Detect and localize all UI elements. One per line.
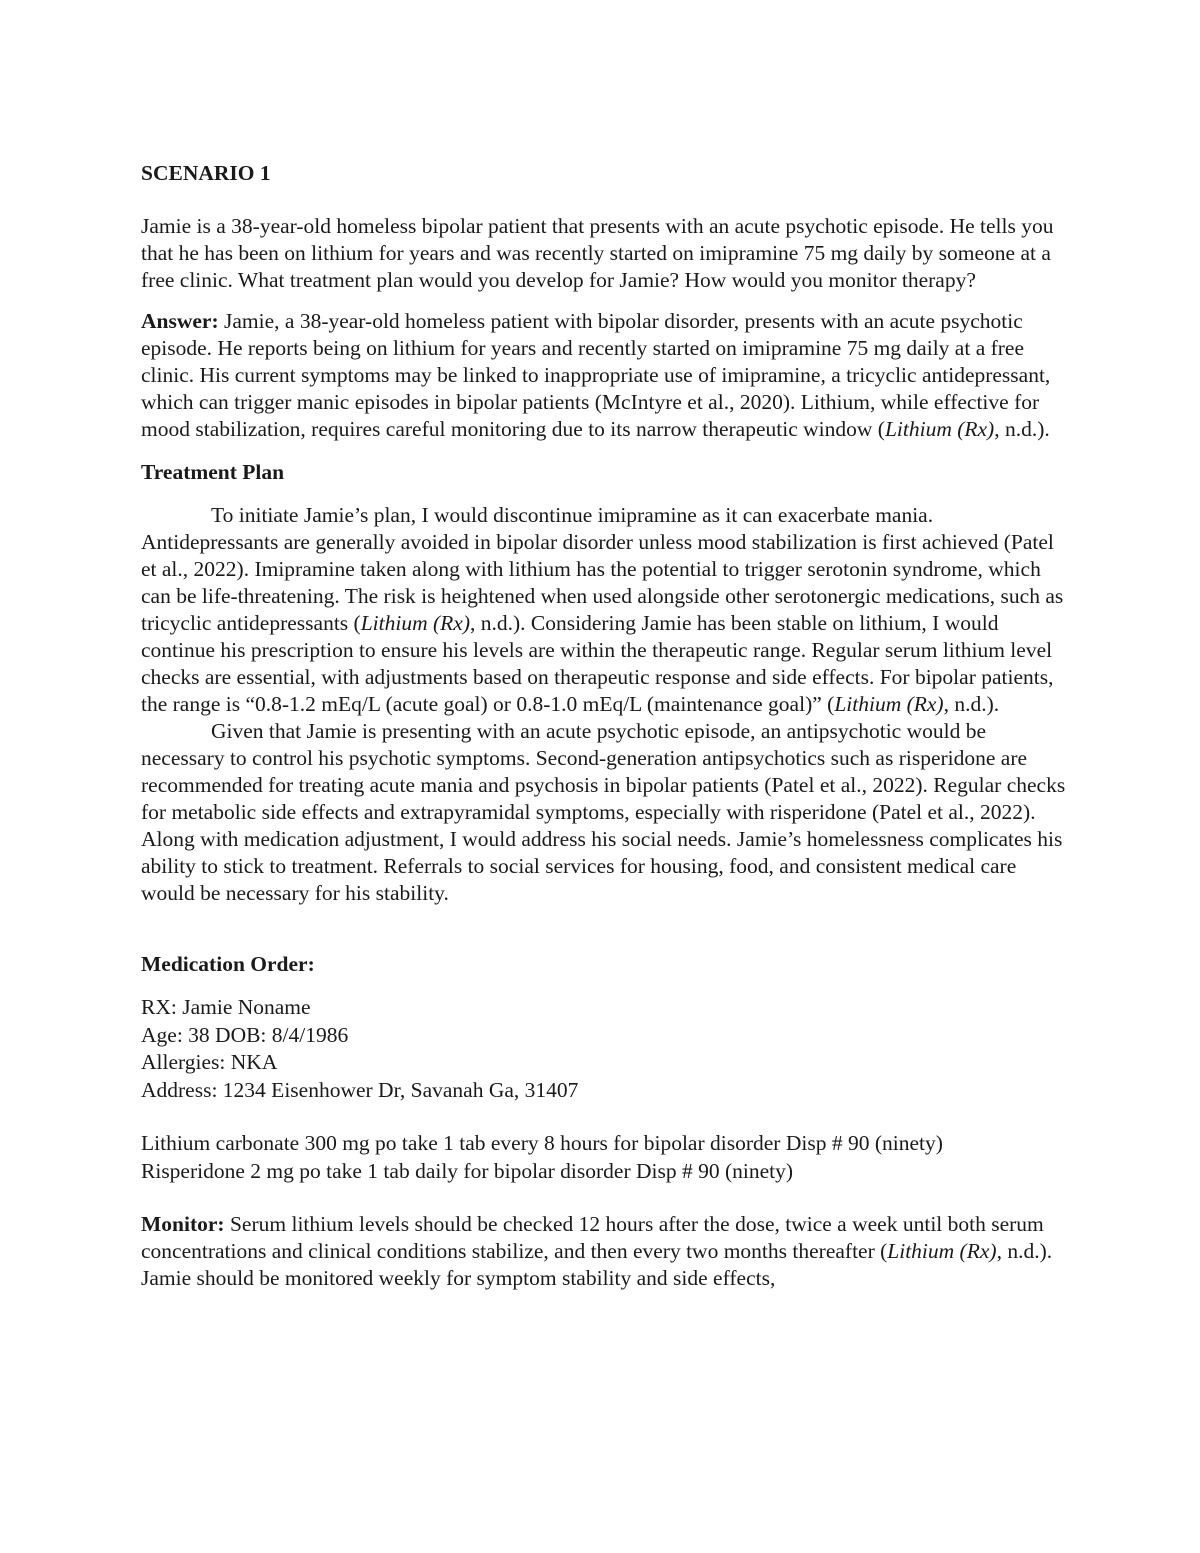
treatment-p1-text-b: , n.d.). Considering Jamie has been stable on lithium, I would continue his prescription to ensure his levels are within the therapeutic range. Regular serum lithium level checks are essential, with adjustments based on therapeutic response and side effects. For bipolar patients, the range is “0.8-1.2 mEq/L (acute goal) or 0.8-1.0 mEq/L (maintenance goal)” ( (141, 611, 1054, 716)
age-line: Age: 38 DOB: 8/4/1986 (141, 1022, 349, 1047)
answer-text-1: Jamie, a 38-year-old homeless patient with bipolar disorder, presents with an acute psychotic episode. He reports being on lithium for years and recently started on imipramine 75 mg daily at a free clinic. His current symptoms may be linked to inappropriate use of imipramine, a tricyclic antidepressant, which can trigger manic episodes in bipolar patients (McIntyre et al., 2020). Lithium, while effective for mood stabilization, requires careful monitoring due to its narrow therapeutic window ( (141, 309, 1051, 441)
prescription-line-lithium: Lithium carbonate 300 mg po take 1 tab every 8 hours for bipolar disorder Disp # 90 (ninety) (141, 1131, 943, 1155)
treatment-p1-citation-2: Lithium (Rx) (834, 692, 944, 716)
answer-text-2: , n.d.). (994, 417, 1050, 441)
answer-citation: Lithium (Rx) (884, 417, 995, 441)
prescription-block (141, 1130, 1071, 1185)
monitor-text-2: , n.d.). Jamie should be monitored weekly for symptom stability and side effects, (141, 1239, 1053, 1290)
treatment-p1-text-c: , n.d.). (943, 692, 1000, 716)
treatment-paragraph-2: Given that Jamie is presenting with an acute psychotic episode, an antipsychotic would be necessary to control his psychotic symptoms. Second-generation antipsychotics such as risperidone are recommended for treating acute mania and psychosis in bipolar patients (Patel et al., 2022). Regular checks for metabolic side effects and extrapyramidal symptoms, especially with risperidone (Patel et al., 2022). Along with medication adjustment, I would address his social needs. Jamie’s homelessness complicates his ability to stick to treatment. Referrals to social services for housing, food, and consistent medical care would be necessary for his stability. (141, 719, 1066, 905)
prescription-line-risperidone: Risperidone 2 mg po take 1 tab daily for bipolar disorder Disp # 90 (ninety) (141, 1158, 794, 1183)
treatment-paragraph-1 (141, 502, 1071, 718)
monitor-paragraph (141, 1211, 1071, 1292)
answer-paragraph (141, 308, 1071, 443)
address-line: Address: 1234 Eisenhower Dr, Savanah Ga, 31407 (141, 1077, 579, 1102)
treatment-p1-text-a: To initiate Jamie’s plan, I would discontinue imipramine as it can exacerbate mania. Antidepressants are generally avoided in bipolar disorder unless mood stabilization is first achieved (Patel et al., 2022). Imipramine taken along with lithium has the potential to trigger serotonin syndrome, which can be life-threatening. The risk is heightened when used alongside other serotonergic medications, such as tricyclic antidepressants ( (141, 503, 1064, 635)
scenario-title: SCENARIO 1 (141, 161, 271, 185)
medication-order-heading: Medication Order: (141, 952, 315, 976)
treatment-heading: Treatment Plan (141, 460, 285, 484)
answer-label: Answer: (141, 309, 219, 333)
monitor-label: Monitor: (141, 1212, 225, 1236)
rx-line: RX: Jamie Noname (141, 995, 311, 1019)
allergies-line: Allergies: NKA (141, 1050, 278, 1074)
monitor-text-1: Serum lithium levels should be checked 12 hours after the dose, twice a week until both serum concentrations and clinical conditions stabilize, and then every two months thereafter ( (141, 1212, 1044, 1263)
document-page (141, 160, 1071, 1292)
scenario-prompt: Jamie is a 38-year-old homeless bipolar patient that presents with an acute psychotic episode. He tells you that he has been on lithium for years and was recently started on imipramine 75 mg daily by someone at a free clinic. What treatment plan would you develop for Jamie? How would you monitor therapy? (141, 214, 1054, 292)
treatment-p1-citation-1: Lithium (Rx) (360, 611, 470, 635)
monitor-citation: Lithium (Rx) (887, 1239, 997, 1263)
patient-info-block (141, 994, 1071, 1104)
